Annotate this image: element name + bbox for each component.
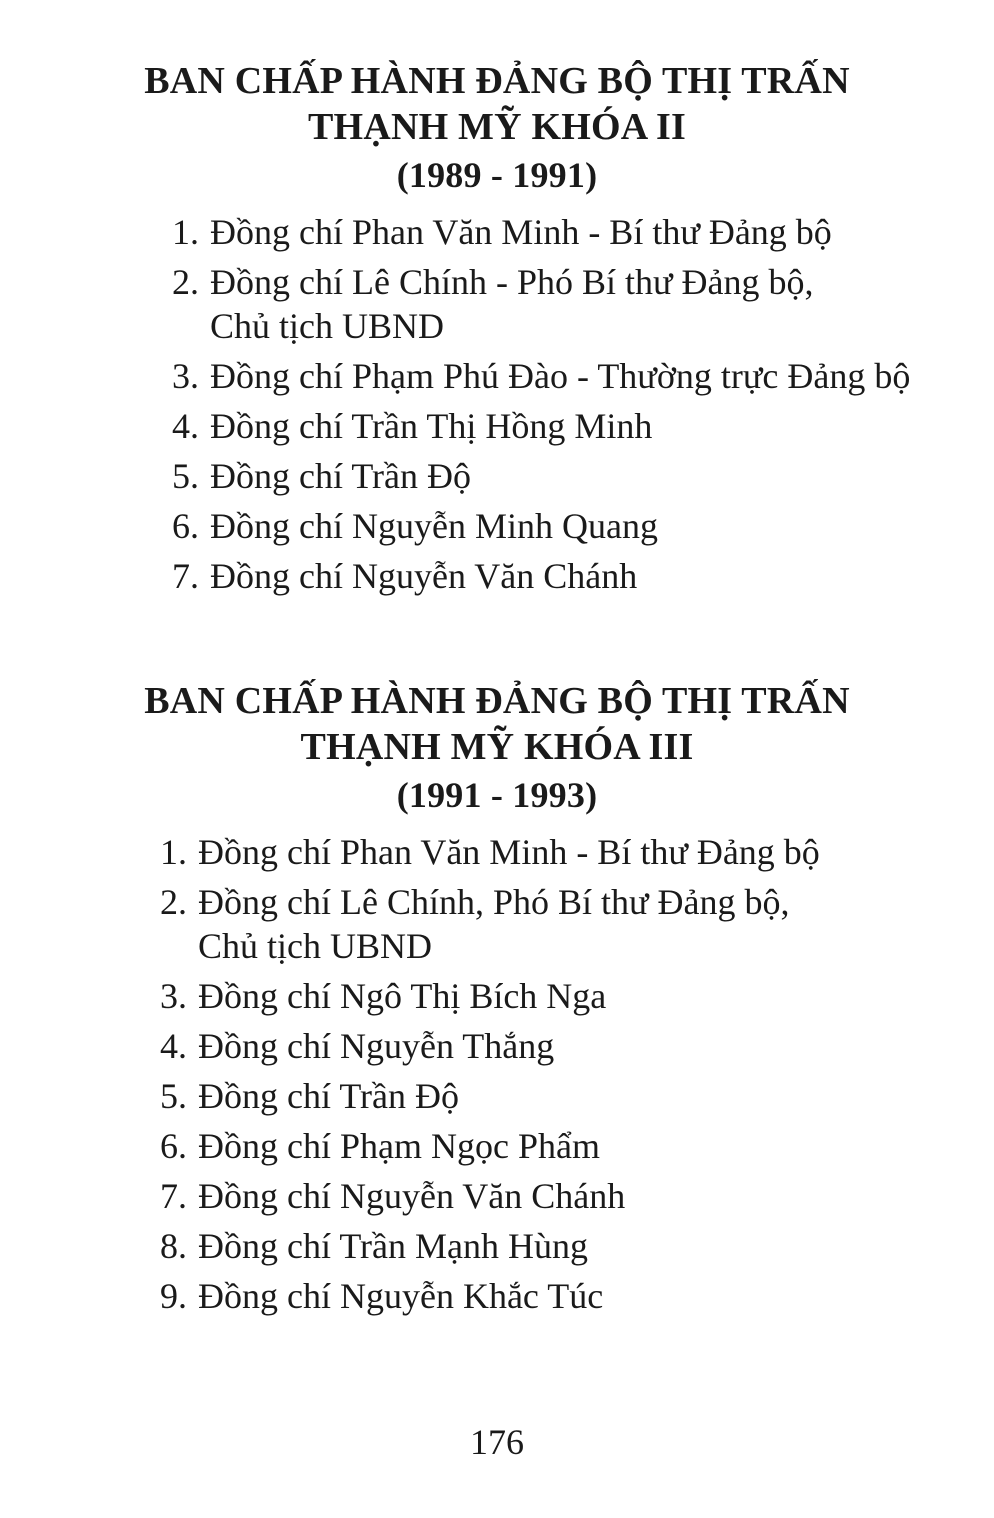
item-line: Đồng chí Nguyễn Khắc Túc	[198, 1276, 604, 1316]
item-line: Đồng chí Trần Độ	[198, 1076, 460, 1116]
item-text	[198, 974, 606, 1018]
item-number: 4.	[172, 406, 199, 446]
item-continuation: Chủ tịch UBND	[210, 306, 444, 346]
item-line: Đồng chí Nguyễn Văn Chánh	[210, 556, 638, 596]
item-text	[198, 1274, 603, 1318]
item-text	[210, 260, 813, 348]
list-item	[160, 1174, 994, 1218]
section-khoa-ii	[0, 58, 994, 604]
section-heading	[0, 678, 994, 820]
item-number: 2.	[160, 882, 187, 922]
member-list	[160, 830, 994, 1318]
list-item	[172, 454, 994, 498]
item-continuation: Chủ tịch UBND	[198, 926, 432, 966]
section-khoa-iii	[0, 678, 994, 1324]
heading-line-2: THẠNH MỸ KHÓA III	[300, 726, 694, 768]
item-text	[198, 1224, 588, 1268]
item-line: Đồng chí Trần Thị Hồng Minh	[210, 406, 653, 446]
item-number: 6.	[172, 506, 199, 546]
item-number: 1.	[172, 212, 199, 252]
item-text	[198, 830, 820, 874]
heading-years: (1989 - 1991)	[396, 155, 598, 195]
section-heading	[0, 58, 994, 200]
item-line: Đồng chí Trần Mạnh Hùng	[198, 1226, 589, 1266]
item-line: Đồng chí Ngô Thị Bích Nga	[198, 976, 607, 1016]
item-text	[210, 404, 652, 448]
list-item	[160, 974, 994, 1018]
item-text	[210, 454, 471, 498]
item-line: Đồng chí Lê Chính - Phó Bí thư Đảng bộ,	[210, 262, 814, 302]
item-number: 1.	[160, 832, 187, 872]
item-text	[198, 1174, 625, 1218]
list-item	[172, 260, 994, 348]
item-text	[198, 880, 790, 968]
item-line: Đồng chí Phạm Ngọc Phẩm	[198, 1126, 600, 1166]
list-item	[160, 1274, 994, 1318]
list-item	[172, 554, 994, 598]
heading-line-2: THẠNH MỸ KHÓA II	[308, 106, 686, 148]
list-item	[160, 880, 994, 968]
item-text	[198, 1024, 554, 1068]
list-item	[160, 1074, 994, 1118]
item-line: Đồng chí Phan Văn Minh - Bí thư Đảng bộ	[198, 832, 820, 872]
item-number: 3.	[172, 356, 199, 396]
item-line: Đồng chí Phan Văn Minh - Bí thư Đảng bộ	[210, 212, 832, 252]
item-line: Đồng chí Nguyễn Minh Quang	[210, 506, 658, 546]
item-number: 7.	[172, 556, 199, 596]
member-list	[172, 210, 994, 598]
item-number: 6.	[160, 1126, 187, 1166]
item-text	[210, 554, 637, 598]
item-line: Đồng chí Nguyễn Văn Chánh	[198, 1176, 626, 1216]
list-item	[160, 1124, 994, 1168]
heading-line-1: BAN CHẤP HÀNH ĐẢNG BỘ THỊ TRẤN	[144, 680, 850, 722]
list-item	[172, 210, 994, 254]
item-line: Đồng chí Trần Độ	[210, 456, 472, 496]
heading-years: (1991 - 1993)	[396, 775, 598, 815]
item-number: 9.	[160, 1276, 187, 1316]
item-number: 8.	[160, 1226, 187, 1266]
item-line: Đồng chí Phạm Phú Đào - Thường trực Đảng bộ	[210, 356, 911, 396]
item-text	[210, 210, 832, 254]
item-text	[210, 504, 658, 548]
item-number: 5.	[160, 1076, 187, 1116]
heading-line-1: BAN CHẤP HÀNH ĐẢNG BỘ THỊ TRẤN	[144, 60, 850, 102]
item-text	[198, 1074, 459, 1118]
page-number: 176	[470, 1422, 524, 1462]
item-number: 5.	[172, 456, 199, 496]
item-text	[210, 354, 910, 398]
list-item	[172, 504, 994, 548]
item-line: Đồng chí Lê Chính, Phó Bí thư Đảng bộ,	[198, 882, 790, 922]
list-item	[160, 1024, 994, 1068]
list-item	[160, 830, 994, 874]
list-item	[160, 1224, 994, 1268]
item-line: Đồng chí Nguyễn Thắng	[198, 1026, 555, 1066]
item-number: 2.	[172, 262, 199, 302]
list-item	[172, 404, 994, 448]
item-number: 4.	[160, 1026, 187, 1066]
item-text	[198, 1124, 600, 1168]
item-number: 7.	[160, 1176, 187, 1216]
list-item	[172, 354, 994, 398]
item-number: 3.	[160, 976, 187, 1016]
